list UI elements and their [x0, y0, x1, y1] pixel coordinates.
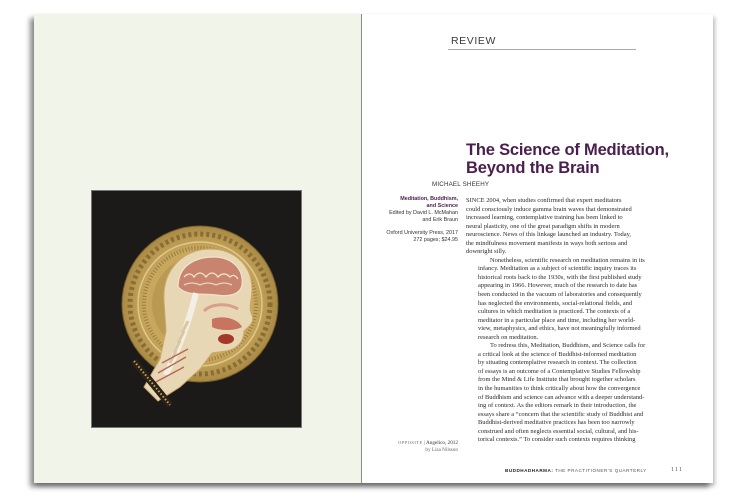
credit-artwork-title: Angelico, 2012: [426, 440, 458, 446]
paragraph-2: [466, 256, 645, 342]
body-line: been conducted in the vacuum of laboratories and consequently: [478, 291, 642, 299]
paragraph-1: [466, 197, 642, 257]
magazine-spread: [34, 14, 713, 483]
body-line: To redress this, Meditation, Buddhism, and Science calls for: [490, 342, 646, 350]
running-footer: [505, 468, 647, 473]
body-line: torical contexts.” To consider such contexts requires thinking: [478, 436, 636, 444]
body-line: cultures in which meditation is practiced. The contexts of a: [478, 308, 631, 316]
body-line: in the humanities to think critically about how the convergence: [478, 385, 641, 393]
book-editors-line-2: and Erik Braun: [422, 217, 458, 224]
credit-label: OPPOSITE: [398, 440, 423, 445]
body-line: meditator in a particular place and time, including her world-: [478, 316, 636, 324]
body-line: infancy. Meditation as a subject of scientific inquiry traces its: [478, 265, 637, 273]
body-line: neuroscience. News of this linkage launched an industry. Today,: [466, 231, 632, 239]
body-line: of Buddhism and science can advance with a deeper understand-: [478, 393, 645, 401]
body-line: of essays is an outcome of a Contemplative Studies Fellowship: [478, 367, 641, 375]
body-line: increased learning, contemplative training has been linked to: [466, 214, 623, 222]
body-line: a critical look at the science of Buddhist-informed meditation: [478, 350, 637, 358]
body-line: appearing in 1966. However, much of the research to date has: [478, 282, 638, 290]
right-page: [362, 14, 713, 483]
credit-separator: |: [422, 440, 427, 446]
section-divider: [448, 49, 636, 50]
book-publisher: Oxford University Press, 2017: [386, 230, 458, 237]
article-body: [466, 197, 646, 445]
body-line: Buddhist-derived meditative practices has been too narrowly: [478, 419, 635, 427]
body-line: SINCE 2004, when studies confirmed that expert meditators: [466, 197, 622, 204]
body-line: historical roots back to the 1930s, with the first published study: [478, 273, 642, 281]
book-title-line-1: Meditation, Buddhism,: [400, 196, 458, 202]
footer-brand: BUDDHADHARMA:: [505, 468, 554, 473]
artwork-image: [91, 190, 302, 428]
body-line: by situating contemplative research in context. The collection: [478, 359, 637, 367]
body-line: could consciously induce gamma brain waves that demonstrated: [466, 205, 632, 213]
image-credit: [376, 439, 458, 454]
book-title-line-2: and Science: [426, 203, 458, 210]
credit-artist: by Lisa Nilsson: [425, 447, 458, 453]
title-line-2: Beyond the Brain: [466, 159, 600, 177]
body-line: construed and often neglects essential social, cultural, and his-: [478, 427, 639, 435]
footer-subtitle: THE PRACTITIONER’S QUARTERLY: [553, 468, 647, 473]
book-editors-line-1: Edited by David L. McMahan: [389, 210, 458, 217]
book-info-sidebar: [376, 196, 458, 245]
left-page: [34, 14, 362, 483]
body-line: Nonetheless, scientific research on meditation remains in its: [490, 256, 645, 264]
body-line: essays share a “concern that the scientific study of Buddhist and: [478, 410, 644, 418]
body-line: from the Mind & Life Institute that brought together scholars: [478, 376, 636, 384]
body-line: the mindfulness movement manifests in ways both serious and: [466, 239, 628, 247]
paragraph-3: [466, 342, 646, 445]
body-line: neural plasticity, one of the great paradigm shifts in modern: [466, 222, 620, 230]
body-line: research on meditation.: [478, 333, 539, 341]
book-pages-price: 272 pages; $24.95: [413, 237, 458, 244]
body-line: downright silly.: [466, 248, 507, 256]
body-line: ing of context. As the editors remark in their introduction, the: [478, 402, 637, 410]
title-line-1: The Science of Meditation,: [466, 141, 669, 159]
author-byline: MICHAEL SHEEHY: [432, 181, 490, 188]
body-line: has neglected the environments, social-relational fields, and: [478, 299, 633, 307]
body-line: view, metaphysics, and ethics, have not meaningfully informed: [478, 325, 641, 333]
article-title: [466, 141, 706, 177]
page-number: 111: [671, 467, 684, 473]
section-label: REVIEW: [451, 35, 497, 47]
anatomical-mandala-illustration: [92, 191, 301, 427]
